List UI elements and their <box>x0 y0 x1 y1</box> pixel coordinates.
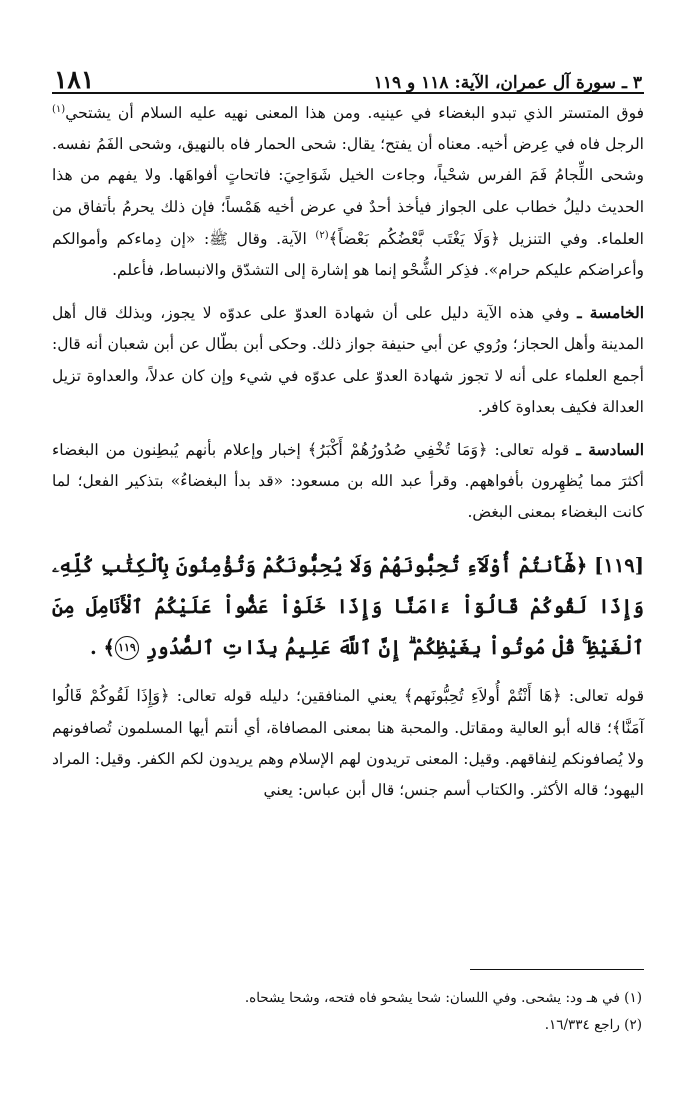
quran-quote: ﴿وَمَا تُخْفِي صُدُورُهُمْ أَكْبَرُ﴾ <box>307 440 488 460</box>
footnote-2: (٢) راجع ١٦/٣٣٤. <box>544 1017 642 1033</box>
running-title: ٣ ـ سورة آل عمران، الآية: ١١٨ و ١١٩ <box>373 73 642 93</box>
paragraph-text: ؛ قاله أبو العالية ومقاتل. والمحبة هنا بمعنى المصافاة، أي أنتم أيها المسلمون تُصافونهم ولا يُصافونكم لِنفاقهم. وقيل: المعنى تريدون لهم الإسلام وهم يريدون لكم الكفر. وقيل: المراد اليهود؛ قاله الأكثر. والكتاب أسم جنس؛ قال أبن عباس: يعني <box>52 718 644 800</box>
section-heading-fifth: الخامسة ـ <box>577 303 645 323</box>
quran-quote: ﴿هَا أَنْتُمْ أُولاَءِ تُحِبُّونَهم﴾ <box>403 685 562 705</box>
page-header <box>54 58 642 92</box>
paragraph-commentary-119 <box>52 680 644 807</box>
paragraph-hadith-discussion <box>52 98 644 286</box>
footnote-ref-1[interactable]: (١) <box>52 103 66 115</box>
paragraph-text: يعني المنافقين؛ دليله قوله تعالى: <box>169 686 404 705</box>
quran-quote: ﴿وَإِذَا لَقُوكُمْ قَالُوا آمَنَّا﴾ <box>52 685 644 737</box>
paragraph-text: الآية. وقال ﷺ: «إن دِماءكم وأموالكم وأعراضكم عليكم حرام». فذِكر الشُّحْو إنما هو إشارة إلى التشدّق والانبساط، فأعلم. <box>52 229 644 280</box>
footnote-ref-2[interactable]: (٢) <box>315 229 329 241</box>
verse-reference: [١١٩] <box>594 553 644 577</box>
page-number: ١٨١ <box>54 65 95 94</box>
footnote-1: (١) في هـ ود: يشحى. وفي اللسان: شحا يشحو فاه فتحه، وشحا يشحاه. <box>244 990 642 1006</box>
paragraph-text: فوق المتستر الذي تبدو البغضاء في عينيه. ومن هذا المعنى نهيه عليه السلام أن يشتحي <box>65 104 644 122</box>
main-text <box>52 98 644 806</box>
paragraph-text: إخبار وإعلام بأنهم يُبطِنون من البغضاء أكثرَ مما يُظهِرون بأفواههم. وقرأ عبد الله بن مسعود: «قد بدأ البغضاءُ» بتذكير الفعل؛ لما كانت البغضاء بمعنى البغض. <box>52 441 644 522</box>
header-rule <box>52 92 644 94</box>
verse-text: ﴿هَٰٓأَنتُمْ أُوْلَآءِ تُحِبُّونَهُمْ وَلَا يُحِبُّونَكُمْ وَتُؤْمِنُونَ بِٱلْكِتَٰبِ كُلِّهِۦ وَإِذَا لَقُوكُمْ قَالُوٓاْ ءَامَنَّا وَإِذَا خَلَوْاْ عَضُّواْ عَلَيْكُمُ ٱلْأَنَامِلَ مِنَ ٱلْغَيْظِ ۚ قُلْ مُوتُواْ بِغَيْظِكُمْ ۗ إِنَّ ٱللَّهَ عَلِيمُۢ بِذَاتِ ٱلصُّدُورِ <box>52 553 644 659</box>
paragraph-fifth <box>52 297 644 423</box>
verse-119 <box>52 545 644 668</box>
verse-end-marker: ١١٩ <box>115 636 139 660</box>
paragraph-text: قوله تعالى: <box>561 686 644 705</box>
paragraph-text: الرجل فاه في عِرض أخيه. معناه أن يفتح؛ يقال: شحى الحمار فاه بالنهيق، وشحى الفَمُ نفسه. وشحى اللِّجامُ فَمَ الفرس شحْياً، وجاءت الخيل شَوَاحِيَ: فاتحاتٍ أفواهَها. ولا يفهم من هذا الحديث دليلُ خطاب على الجواز فيأخذ أحدٌ في عرض أخيه هَمْساً؛ فإن ذلك يحرمُ بأتفاق من العلماء. وفي التنزيل <box>52 135 644 248</box>
section-heading-sixth: السادسة ـ <box>576 440 645 460</box>
paragraph-text: وفي هذه الآية دليل على أن شهادة العدوّ على عدوّه لا يجوز، وبذلك قال أهل المدينة وأهل الحجاز؛ ورُوي عن أبي حنيفة جواز ذلك. وحكى أبن بطّال عن أبن شعبان أنه قال: أجمع العلماء على أنه لا تجوز شهادة العدوّ على عدوّه في شيء وإن كان عدلاً، والعداوة تزيل العدالة فكيف بعداوة كافر. <box>52 304 644 416</box>
footnotes <box>52 985 642 1039</box>
paragraph-sixth <box>52 434 644 529</box>
verse-close: ﴾ . <box>89 635 115 659</box>
quran-quote: ﴿وَلَا يَغْتَب بَّعْضُكُم بَعْضاً﴾ <box>328 228 500 248</box>
paragraph-text: قوله تعالى: <box>487 441 577 460</box>
footnote-divider <box>470 969 644 970</box>
